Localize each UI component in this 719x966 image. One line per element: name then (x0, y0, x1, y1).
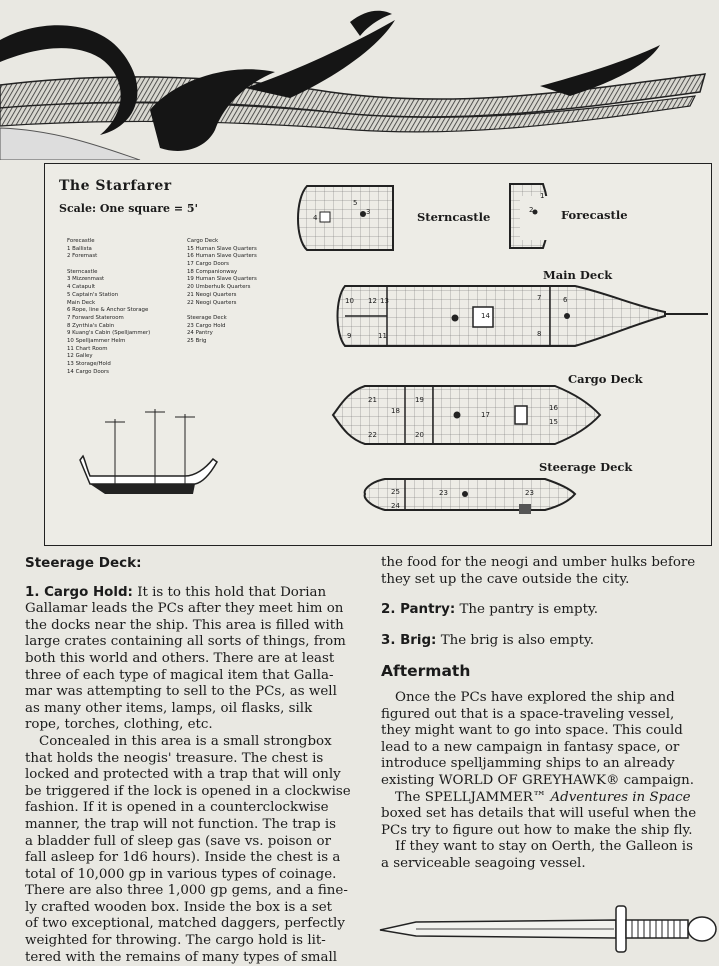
text-line: existing WORLD OF GREYHAWK® campaign. (381, 772, 695, 788)
key-entry: Forecastle (67, 238, 95, 244)
room-number: 17 (481, 411, 490, 419)
text-line: a serviceable seagoing vessel. (381, 855, 586, 871)
text-line: that holds the neogis' treasure. The chest is (25, 750, 324, 766)
map-key-left (67, 238, 150, 376)
main-deck-plan (338, 286, 709, 346)
text-line: as many other items, lamps, oil flasks, silk (25, 700, 313, 716)
room-number: 13 (380, 297, 389, 305)
sword-illustration (376, 898, 719, 960)
text-line: mar was attempting to sell to the PCs, as well (25, 684, 337, 700)
product-title: Adventures in Space (550, 789, 691, 805)
text-line: manner, the trap will not function. The trap is (25, 816, 337, 832)
key-entry: Steerage Deck (187, 314, 227, 321)
text-line: Once the PCs have explored the ship and (395, 689, 675, 705)
room-number: 12 (368, 297, 377, 305)
text-line: both this world and others. There are at least (25, 650, 335, 666)
key-entry: 9 Kuang's Cabin (Spelljammer) (67, 330, 151, 337)
room-number: 25 (391, 488, 400, 496)
text-line: three of each type of magical item that Galla- (25, 667, 334, 683)
key-entry: 17 Cargo Doors (187, 261, 229, 268)
room-number: 8 (537, 330, 542, 338)
text-line: they set up the cave outside the city. (381, 571, 630, 587)
tentacle-banner-illustration (0, 0, 719, 160)
key-entry: Main Deck (67, 299, 96, 306)
deck-label-forecastle: Forecastle (561, 208, 628, 222)
text-line: be triggered if the lock is opened in a clockwise (25, 783, 351, 799)
room-number: 5 (353, 199, 358, 207)
room-number: 21 (368, 396, 377, 404)
key-entry: 16 Human Slave Quarters (187, 253, 257, 260)
starfarer-deck-plan (44, 163, 712, 546)
key-entry (67, 261, 150, 269)
key-entry: 8 Zynthia's Cabin (67, 322, 115, 329)
key-entry: 22 Neogi Quarters (187, 299, 237, 306)
text-line: figured out that is a space-traveling vessel, (381, 706, 675, 722)
key-entry: 23 Cargo Hold (187, 322, 226, 329)
text-line: lead to a new campaign in fantasy space, or (381, 739, 680, 755)
key-entry: 1 Ballista (67, 245, 92, 252)
cargo-hold-label: 1. Cargo Hold: (25, 584, 133, 600)
key-entry: 21 Neogi Quarters (187, 291, 237, 298)
text-line: the docks near the ship. This area is filled with (25, 617, 344, 633)
deck-label-sterncastle: Sterncastle (417, 210, 491, 224)
ship-side-profile (80, 409, 217, 494)
key-entry: 25 Brig (187, 337, 207, 344)
key-entry: 20 Umberhulk Quarters (187, 284, 251, 291)
room-number: 7 (537, 294, 542, 302)
text-line: fall asleep for 1d6 hours). Inside the chest is a (25, 850, 341, 866)
room-number: 14 (481, 312, 490, 320)
room-number: 11 (378, 332, 387, 340)
room-number: 10 (345, 297, 354, 305)
aftermath-heading: Aftermath (381, 662, 471, 681)
key-entry: Sterncastle (67, 268, 98, 275)
left-column (25, 555, 371, 966)
room-number: 18 (391, 407, 400, 415)
right-column (381, 555, 719, 873)
text-line: the food for the neogi and umber hulks before (381, 555, 696, 570)
room-number: 4 (313, 214, 318, 222)
key-entry: 6 Rope, line & Anchor Storage (67, 307, 149, 314)
brig-text: The brig is also empty. (440, 632, 594, 648)
room-number: 9 (347, 332, 352, 340)
key-entry: 19 Human Slave Quarters (187, 276, 257, 283)
map-title: The Starfarer (59, 178, 172, 194)
map-key-right (187, 238, 257, 346)
key-entry (187, 307, 257, 315)
room-number: 15 (549, 418, 558, 426)
key-entry: Cargo Deck (187, 238, 219, 244)
room-number: 16 (549, 404, 558, 412)
text-line: If they want to stay on Oerth, the Galleon is (395, 839, 693, 855)
key-entry: 2 Foremast (67, 253, 98, 260)
text-line: fashion. If it is opened in a counterclockwise (25, 800, 329, 816)
room-number: 22 (368, 431, 377, 439)
map-scale: Scale: One square = 5' (59, 202, 198, 215)
key-entry: 18 Companionway (187, 268, 238, 275)
room-number: 2 (529, 206, 534, 214)
text-line: Gallamar leads the PCs after they meet him on (25, 601, 344, 617)
room-number: 23 (439, 489, 448, 497)
room-number: 24 (391, 502, 400, 510)
key-entry: 12 Galley (67, 353, 93, 360)
key-entry: 5 Captain's Station (67, 291, 119, 298)
room-number: 20 (415, 431, 424, 439)
text-line: rope, torches, clothing, etc. (25, 717, 213, 733)
room-number: 23 (525, 489, 534, 497)
key-entry: 10 Spelljammer Helm (67, 337, 126, 344)
text-line: they might want to go into space. This could (381, 723, 683, 739)
text-line: weighted for throwing. The cargo hold is lit- (25, 933, 326, 949)
key-entry: 24 Pantry (187, 330, 213, 337)
deck-label-main: Main Deck (543, 268, 613, 282)
text-line: ly crafted wooden box. Inside the box is a set (25, 899, 333, 915)
spelljammer-text: The SPELLJAMMER™ (395, 789, 551, 805)
key-entry: 13 Storage/Hold (67, 361, 111, 367)
text-line: total of 10,000 gp in various types of coinage. (25, 866, 337, 882)
text-line: tered with the remains of many types of small (25, 949, 338, 965)
text-line: locked and protected with a trap that will only (25, 767, 341, 783)
text-line: PCs try to figure out how to make the ship fly. (381, 822, 693, 838)
key-entry: 11 Chart Room (67, 345, 108, 352)
deck-label-cargo: Cargo Deck (568, 372, 643, 386)
room-number: 19 (415, 396, 424, 404)
deck-label-steerage: Steerage Deck (539, 460, 633, 474)
key-entry: 15 Human Slave Quarters (187, 245, 257, 252)
steerage-deck-heading: Steerage Deck: (25, 555, 142, 571)
text-line: large crates containing all sorts of things, from (25, 634, 346, 650)
text-line: introduce spelljamming ships to an already (381, 756, 675, 772)
key-entry: 14 Cargo Doors (67, 368, 109, 375)
pantry-text: The pantry is empty. (459, 602, 599, 618)
key-entry: 7 Forward Stateroom (67, 314, 124, 321)
room-number: 3 (366, 208, 371, 216)
text-line: of two exceptional, matched daggers, perfectly (25, 916, 345, 932)
key-entry: 3 Mizzenmast (67, 276, 105, 283)
key-entry: 4 Catapult (67, 284, 96, 291)
room-number: 1 (540, 192, 545, 200)
room-number: 6 (563, 296, 568, 304)
text-line: a bladder full of sleep gas (save vs. poison or (25, 833, 331, 849)
text-line: boxed set has details that will useful when the (381, 806, 697, 822)
text-line: It is to this hold that Dorian (137, 584, 327, 600)
brig-label: 3. Brig: (381, 632, 437, 648)
pantry-label: 2. Pantry: (381, 602, 456, 618)
text-line: Concealed in this area is a small strongbox (39, 733, 332, 749)
text-line: There are also three 1,000 gp gems, and a fine- (25, 883, 348, 899)
